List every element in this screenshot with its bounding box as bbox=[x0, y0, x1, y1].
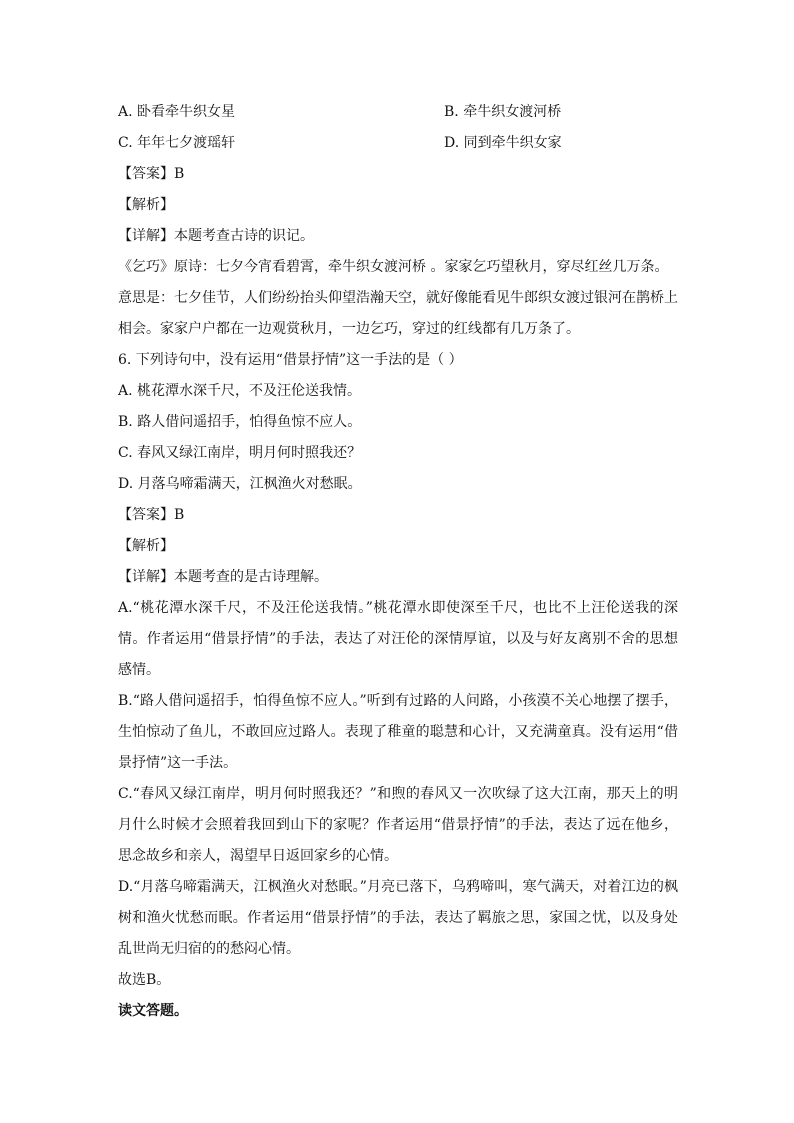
q6-option-d: D. 月落乌啼霜满天，江枫渔火对愁眠。 bbox=[118, 476, 362, 492]
q6-explanation-c: C.“春风又绿江南岸，明月何时照我还？”和煦的春风又一次吹绿了这大江南，那天上的明月什么时候才会照着我回到山下的家呢？作者运用“借景抒情”的手法，表达了远在他乡，思念故乡和亲人，渴望早日返回家乡的心情。 bbox=[118, 786, 678, 864]
q6-answer: 【答案】B bbox=[118, 507, 185, 523]
q5-answer: 【答案】B bbox=[118, 166, 185, 182]
q6-detail: 【详解】本题考查的是古诗理解。 bbox=[118, 569, 328, 585]
q5-option-d: D. 同到牵牛织女家 bbox=[444, 135, 562, 151]
q6-explanation-d: D.“月落乌啼霜满天，江枫渔火对愁眠。”月亮已落下，乌鸦啼叫，寒气满天，对着江边的枫树和渔火忧愁而眠。作者运用“借景抒情”的手法，表达了羁旅之思，家国之忧，以及身处乱世尚无归宿的的愁闷心情。 bbox=[118, 879, 678, 957]
q6-option-b: B. 路人借问遥招手，怕得鱼惊不应人。 bbox=[118, 414, 362, 430]
q6-explanation-b: B.“路人借问遥招手，怕得鱼惊不应人。”听到有过路的人问路，小孩漠不关心地摆了摆手，生怕惊动了鱼儿，不敢回应过路人。表现了稚童的聪慧和心计，又充满童真。没有运用“借景抒情”这一手法。 bbox=[118, 693, 678, 771]
q6-option-c: C. 春风又绿江南岸，明月何时照我还？ bbox=[118, 445, 362, 461]
q5-options-row-1 bbox=[118, 97, 678, 128]
q6-analysis-heading: 【解析】 bbox=[118, 538, 174, 554]
q5-meaning: 意思是：七夕佳节，人们纷纷抬头仰望浩瀚天空，就好像能看见牛郎织女渡过银河在鹊桥上相会。家家户户都在一边观赏秋月，一边乞巧，穿过的红线都有几万条了。 bbox=[118, 290, 678, 337]
top-margin bbox=[118, 0, 678, 97]
q5-option-a: A. 卧看牵牛织女星 bbox=[118, 104, 236, 120]
q6-conclusion: 故选B。 bbox=[118, 972, 171, 988]
q5-poem: 《乞巧》原诗：七夕今宵看碧霄，牵牛织女渡河桥 。家家乞巧望秋月，穿尽红丝几万条。 bbox=[118, 259, 669, 275]
q5-option-c: C. 年年七夕渡瑶轩 bbox=[118, 135, 236, 151]
q5-option-b: B. 牵牛织女渡河桥 bbox=[444, 104, 562, 120]
q5-detail: 【详解】本题考查古诗的识记。 bbox=[118, 228, 314, 244]
q5-options-row-2 bbox=[118, 128, 678, 159]
q6-option-a: A. 桃花潭水深千尺，不及汪伦送我情。 bbox=[118, 383, 362, 399]
document-page bbox=[118, 0, 678, 1027]
q6-explanation-a: A.“桃花潭水深千尺，不及汪伦送我情。”桃花潭水即使深至千尺，也比不上汪伦送我的深情。作者运用“借景抒情”的手法，表达了对汪伦的深情厚谊，以及与好友离别不舍的思想感情。 bbox=[118, 600, 678, 678]
q6-stem: 6. 下列诗句中，没有运用“借景抒情”这一手法的是（ ） bbox=[118, 352, 463, 368]
section-heading: 读文答题。 bbox=[118, 1003, 188, 1019]
q5-analysis-heading: 【解析】 bbox=[118, 197, 174, 213]
